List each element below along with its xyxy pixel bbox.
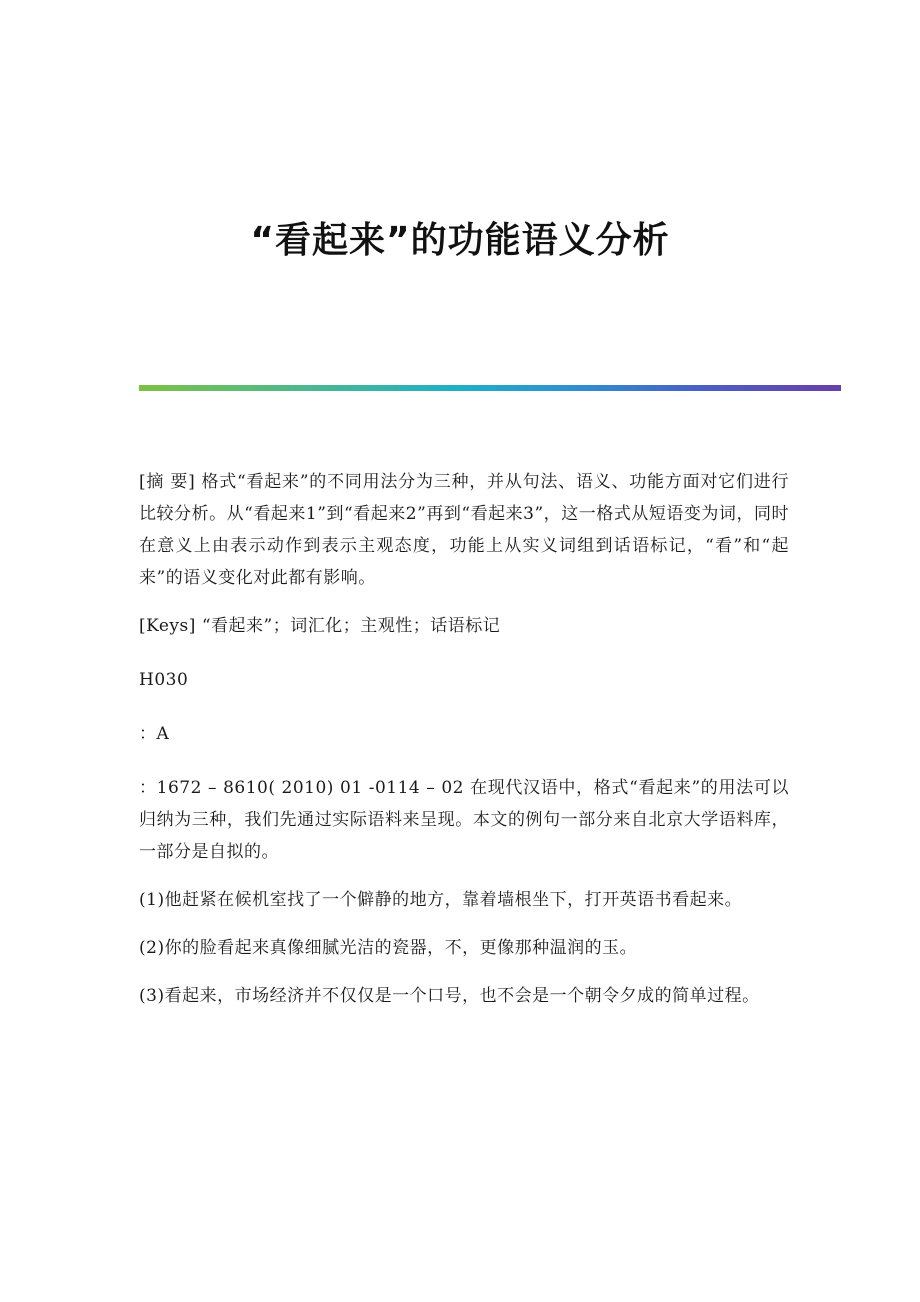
- keywords-paragraph: [139, 610, 789, 642]
- keywords-text: “看起来”；词汇化；主观性；话语标记: [201, 616, 501, 636]
- abstract-paragraph: [139, 466, 789, 594]
- classification-code: H030: [139, 670, 189, 690]
- keywords-label: [Keys]: [139, 616, 196, 636]
- example-sentence-3: (3)看起来，市场经济并不仅仅是一个口号，也不会是一个朝令夕成的简单过程。: [139, 986, 760, 1006]
- document-code: ：A: [139, 724, 170, 744]
- abstract-label: [摘 要]: [139, 472, 196, 492]
- document-body: [139, 466, 789, 1028]
- example-sentence-2: (2)你的脸看起来真像细腻光洁的瓷器，不，更像那种温润的玉。: [139, 938, 638, 958]
- document-title: “看起来”的功能语义分析: [250, 220, 670, 261]
- example-sentence-1: (1)他赶紧在候机室找了一个僻静的地方，靠着墙根坐下，打开英语书看起来。: [139, 890, 743, 910]
- intro-paragraph: ：1672 – 8610( 2010) 01 -0114 – 02 在现代汉语中，格式“看起来”的用法可以归纳为三种，我们先通过实际语料来呈现。本文的例句一部分来自北京大学语料库，一部分是自拟的。: [139, 778, 789, 862]
- gradient-divider: [139, 385, 841, 391]
- abstract-text: 格式“看起来”的不同用法分为三种，并从句法、语义、功能方面对它们进行比较分析。从“看起来1”到“看起来2”再到“看起来3”，这一格式从短语变为词，同时在意义上由表示动作到表示主观态度，功能上从实义词组到话语标记，“看”和“起来”的语义变化对此都有影响。: [139, 472, 789, 588]
